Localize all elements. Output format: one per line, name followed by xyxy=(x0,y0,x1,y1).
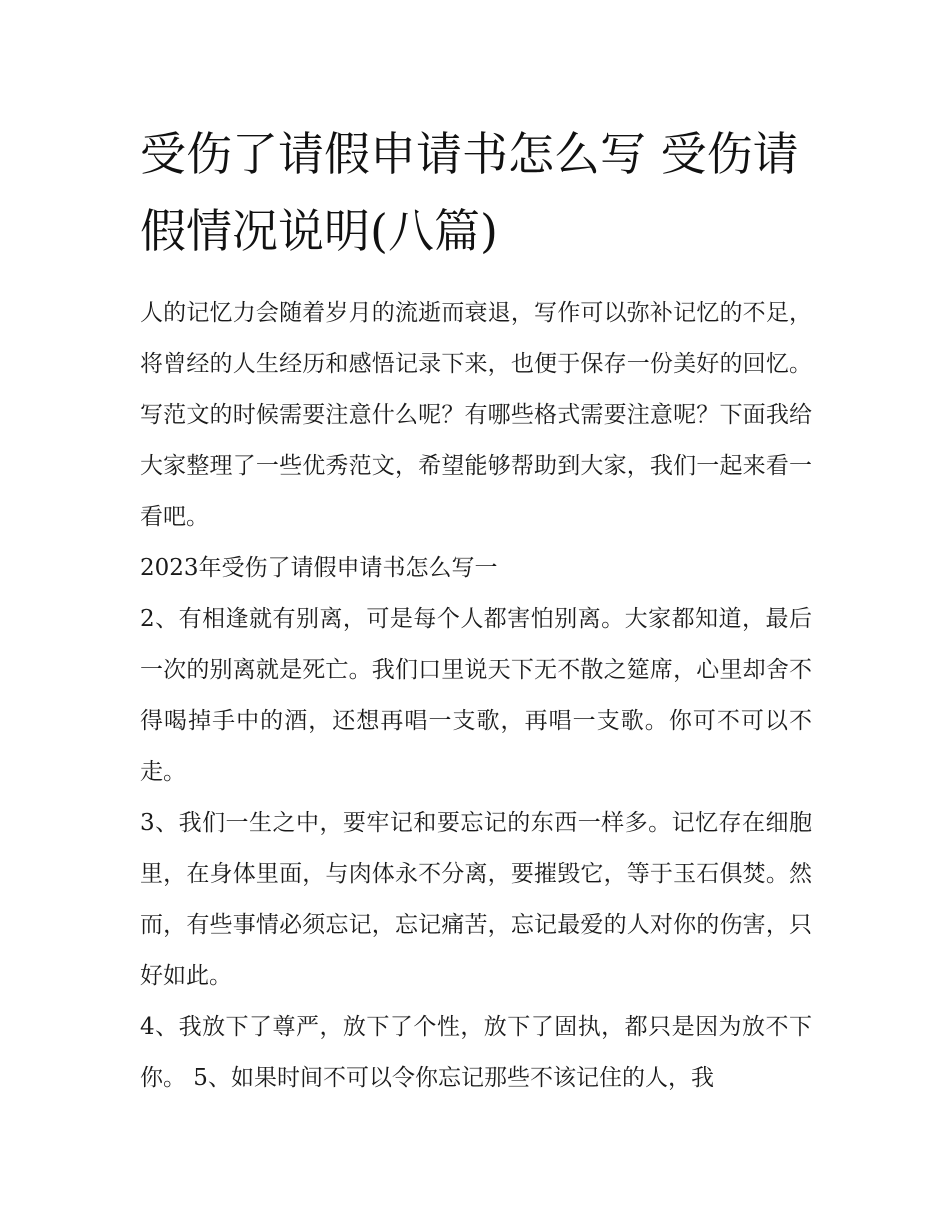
list-item: 3、我们一生之中，要牢记和要忘记的东西一样多。记忆存在细胞里，在身体里面，与肉体永不分离，要摧毁它，等于玉石俱焚。然而，有些事情必须忘记，忘记痛苦，忘记最爱的人对你的伤害，只好如此。 xyxy=(140,810,812,989)
document-body xyxy=(140,288,812,1104)
document-title: 受伤了请假申请书怎么写 受伤请假情况说明(八篇) xyxy=(140,127,799,258)
intro-paragraph: 人的记忆力会随着岁月的流逝而衰退，写作可以弥补记忆的不足，将曾经的人生经历和感悟记录下来，也便于保存一份美好的回忆。写范文的时候需要注意什么呢？有哪些格式需要注意呢？下面我给大家整理了一些优秀范文，希望能够帮助到大家，我们一起来看一看吧。 xyxy=(140,300,812,530)
list-item: 4、我放下了尊严，放下了个性，放下了固执，都只是因为放不下你。 5、如果时间不可以令你忘记那些不该记住的人，我 xyxy=(140,1014,812,1091)
list-item: 2、有相逢就有别离，可是每个人都害怕别离。大家都知道，最后一次的别离就是死亡。我们口里说天下无不散之筵席，心里却舍不得喝掉手中的酒，还想再唱一支歌，再唱一支歌。你可不可以不走。 xyxy=(140,606,812,785)
document-content xyxy=(140,116,812,1104)
section-heading: 2023年受伤了请假申请书怎么写一 xyxy=(140,555,498,581)
